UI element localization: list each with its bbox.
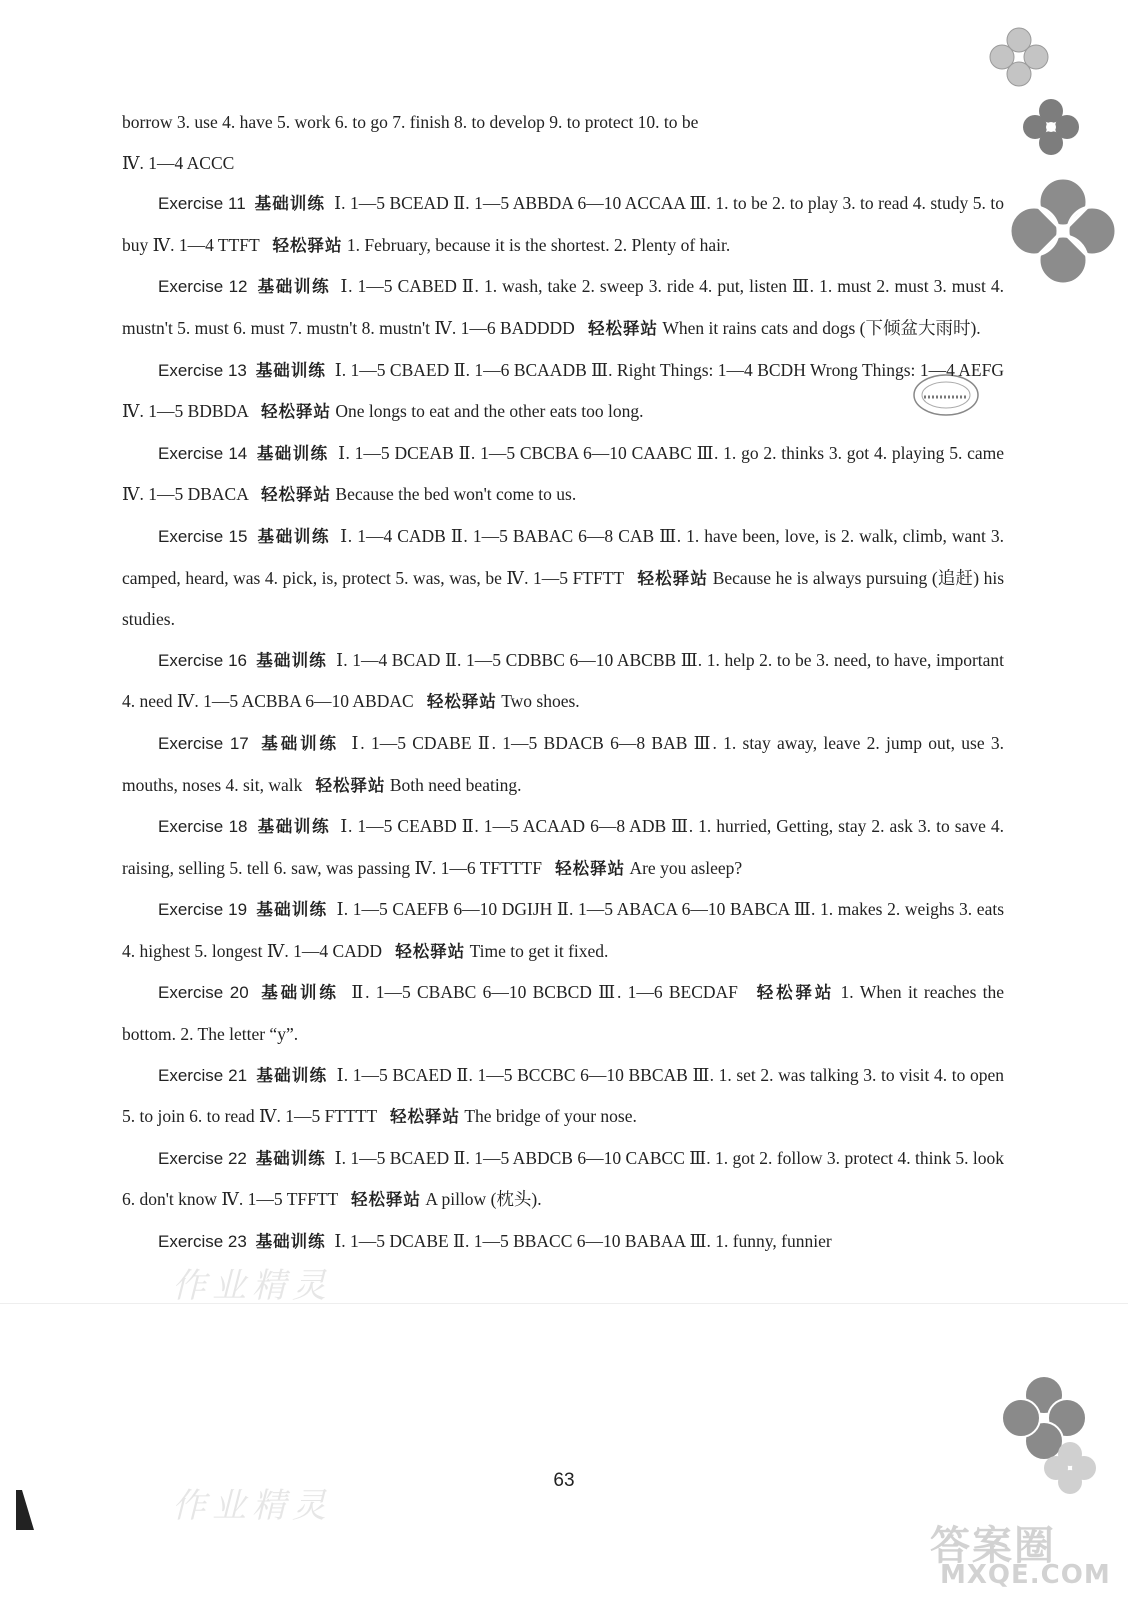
watermark-url: MXQE.COM (940, 1560, 1111, 1590)
answer-text (122, 102, 1004, 1263)
exercise-19: Exercise 19 基础训练 Ⅰ. 1—5 CAEFB 6—10 DGIJH Ⅱ. 1—5 ABACA 6—10 BABCA Ⅲ. 1. makes 2. weighs 3. eats 4. highest 5. longest Ⅳ. 1—4 CADD 轻松驿站 Time to get it fixed. (122, 899, 1005, 961)
answer-line: borrow 3. use 4. have 5. work 6. to go 7. finish 8. to develop 9. to protect 10. to be (122, 112, 699, 132)
watermark-brand: 答案圈 (930, 1523, 1056, 1569)
exercise-11: Exercise 11 基础训练 Ⅰ. 1—5 BCEAD Ⅱ. 1—5 ABBDA 6—10 ACCAA Ⅲ. 1. to be 2. to play 3. to read 4. study 5. to buy Ⅳ. 1—4 TTFT 轻松驿站 1. February, because it is the shortest. 2. Plenty of hair. (122, 193, 1005, 255)
exercise-22: Exercise 22 基础训练 Ⅰ. 1—5 BCAED Ⅱ. 1—5 ABDCB 6—10 CABCC Ⅲ. 1. got 2. follow 3. protect 4. think 5. look 6. don't know Ⅳ. 1—5 TFFTT 轻松驿站 A pillow (枕头). (122, 1147, 1005, 1210)
watermark-divider (0, 1303, 1128, 1304)
watermark-text: 作业精灵 (172, 1266, 332, 1306)
clover-icon (1004, 172, 1122, 290)
clover-icon (984, 22, 1054, 92)
clover-icon (1016, 92, 1086, 162)
exercise-16: Exercise 16 基础训练 Ⅰ. 1—4 BCAD Ⅱ. 1—5 CDBBC 6—10 ABCBB Ⅲ. 1. help 2. to be 3. need, to have, important 4. need Ⅳ. 1—5 ACBBA 6—10 ABDAC 轻松驿站 Two shoes. (122, 649, 1005, 712)
exercise-12: Exercise 12 基础训练 Ⅰ. 1—5 CABED Ⅱ. 1. wash, take 2. sweep 3. ride 4. put, listen Ⅲ. 1. must 2. must 3. must 4. mustn't 5. must 6. must 7. mustn't 8. mustn't Ⅳ. 1—6 BADDDD 轻松驿站 When it rains cats and dogs (下倾盆大雨时). (122, 276, 1005, 338)
exercise-17: Exercise 17 基础训练 Ⅰ. 1—5 CDABE Ⅱ. 1—5 BDACB 6—8 BAB Ⅲ. 1. stay away, leave 2. jump out, use 3. mouths, noses 4. sit, walk 轻松驿站 Both need beating. (122, 732, 1005, 795)
exercise-20: Exercise 20 基础训练 Ⅱ. 1—5 CBABC 6—10 BCBCD Ⅲ. 1—6 BECDAF 轻松驿站 1. When it reaches the bottom. 2. The letter “y”. (122, 982, 1005, 1045)
exercise-23: Exercise 23 基础训练 Ⅰ. 1—5 DCABE Ⅱ. 1—5 BBACC 6—10 BABAA Ⅲ. 1. funny, funnier (158, 1231, 832, 1252)
exercise-14: Exercise 14 基础训练 Ⅰ. 1—5 DCEAB Ⅱ. 1—5 CBCBA 6—10 CAABC Ⅲ. 1. go 2. thinks 3. got 4. playing 5. came Ⅳ. 1—5 DBACA 轻松驿站 Because the bed won't come to us. (122, 442, 1005, 505)
exercise-13: Exercise 13 基础训练 Ⅰ. 1—5 CBAED Ⅱ. 1—6 BCAADB Ⅲ. Right Things: 1—4 BCDH Wrong Things: 1—4 AEFG Ⅳ. 1—5 BDBDA 轻松驿站 One longs to eat and the other eats too long. (122, 359, 1004, 422)
exercise-21: Exercise 21 基础训练 Ⅰ. 1—5 BCAED Ⅱ. 1—5 BCCBC 6—10 BBCAB Ⅲ. 1. set 2. was talking 3. to visit 4. to open 5. to join 6. to read Ⅳ. 1—5 FTTTT 轻松驿站 The bridge of your nose. (122, 1064, 1005, 1127)
exercise-15: Exercise 15 基础训练 Ⅰ. 1—4 CADB Ⅱ. 1—5 BABAC 6—8 CAB Ⅲ. 1. have been, love, is 2. walk, climb, want 3. camped, heard, was 4. pick, is, protect 5. was, was, be Ⅳ. 1—5 FTFTT 轻松驿站 Because he is always pursuing (追赶) his studies. (122, 525, 1005, 630)
exercise-18: Exercise 18 基础训练 Ⅰ. 1—5 CEABD Ⅱ. 1—5 ACAAD 6—8 ADB Ⅲ. 1. hurried, Getting, stay 2. ask 3. to save 4. raising, selling 5. tell 6. saw, was passing Ⅳ. 1—6 TFTTTF 轻松驿站 Are you asleep? (122, 816, 1005, 878)
corner-mark (16, 1490, 36, 1530)
answer-line: Ⅳ. 1—4 ACCC (122, 152, 235, 173)
watermark-text: 作业精灵 (172, 1486, 332, 1526)
page-number: 63 (553, 1470, 575, 1491)
